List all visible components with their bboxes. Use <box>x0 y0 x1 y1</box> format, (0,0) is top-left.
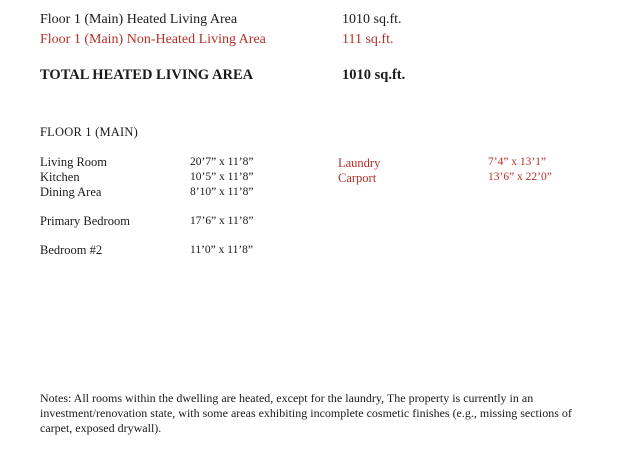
total-area-value: 1010 sq.ft. <box>342 67 406 83</box>
room-name: Dining Area <box>40 185 102 199</box>
heated-area-label: Floor 1 (Main) Heated Living Area <box>40 12 238 27</box>
room-name: Primary Bedroom <box>40 214 130 228</box>
total-area-label: TOTAL HEATED LIVING AREA <box>40 67 254 83</box>
notes-paragraph: Notes: All rooms within the dwelling are heated, except for the laundry, The property is currently in an investment/renovation state, with some areas exhibiting incomplete cosmetic finishes (e.g., missing sections of carpet, exposed drywall). <box>40 391 572 435</box>
heated-area-value: 1010 sq.ft. <box>342 12 402 27</box>
non-heated-area-value: 111 sq.ft. <box>342 32 394 47</box>
non-heated-room-size: 13’6” x 22’0” <box>488 171 552 183</box>
non-heated-area-label: Floor 1 (Main) Non-Heated Living Area <box>40 32 266 47</box>
room-size: 17’6” x 11’8” <box>190 215 254 227</box>
room-name: Bedroom #2 <box>40 243 103 257</box>
floor-heading: FLOOR 1 (MAIN) <box>40 125 138 139</box>
non-heated-room-size: 7’4” x 13’1” <box>488 156 547 168</box>
room-size: 10’5” x 11’8” <box>190 171 254 183</box>
room-size: 8’10” x 11’8” <box>190 186 254 198</box>
room-size: 20’7” x 11’8” <box>190 156 254 168</box>
non-heated-room-name: Carport <box>338 171 377 185</box>
room-size: 11’0” x 11’8” <box>190 244 254 256</box>
non-heated-room-name: Laundry <box>338 156 381 170</box>
room-name: Kitchen <box>40 170 80 184</box>
room-name: Living Room <box>40 155 108 169</box>
